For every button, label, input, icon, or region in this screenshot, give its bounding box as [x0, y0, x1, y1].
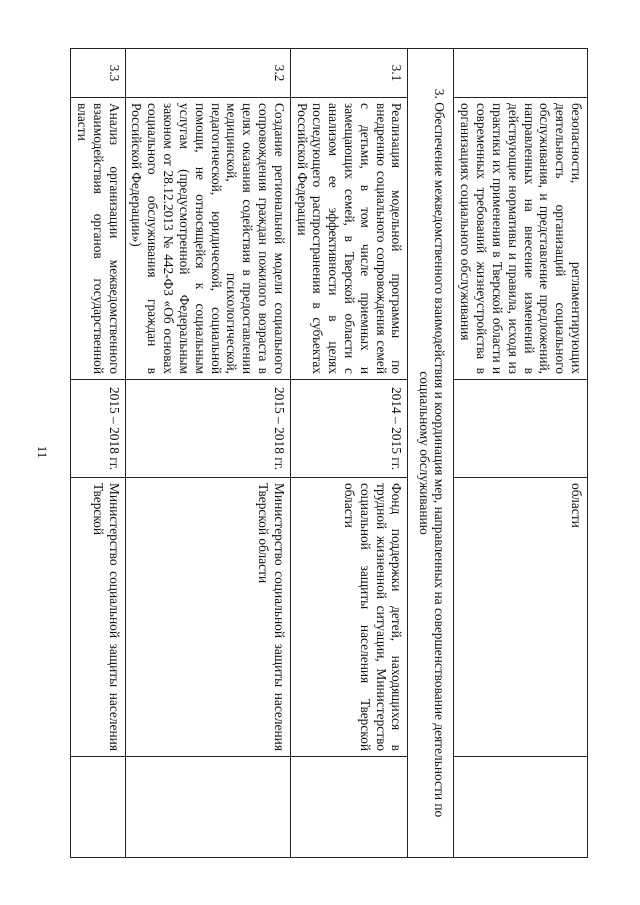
cell-number: 3.2	[125, 49, 290, 98]
measures-table	[70, 48, 588, 858]
cell-term: 2015 – 2018 гг.	[71, 380, 125, 478]
rotated-page-content	[75, 48, 588, 857]
cell-executor: Фонд поддержки детей, находящихся в трудной жизненной ситуации, Министерство социальной защиты населения Тверской области	[290, 478, 408, 757]
cell-number: 3.3	[71, 49, 125, 98]
table-row	[125, 49, 290, 858]
table-row	[71, 49, 125, 858]
cell-action: безопасности, регламентирующих деятельность организаций социального обслуживания, и представление предложений, направленных на внесение изменений в действующие нормативы и правила, исходя из практики их применения в Тверской области и современных требований жизнеустройства в организациях социального обслуживания	[454, 98, 588, 380]
cell-extra	[454, 757, 588, 858]
cell-term: 2014 – 2015 гг.	[290, 380, 408, 478]
table-row-continuation	[454, 49, 588, 858]
cell-extra	[71, 757, 125, 858]
cell-term	[454, 380, 588, 478]
cell-number	[454, 49, 588, 98]
cell-action: Анализ организации межведомственного взаимодействия органов государственной власти	[71, 98, 125, 380]
cell-extra	[125, 757, 290, 858]
cell-action: Создание региональной модели социального сопровождения граждан пожилого возраста в целях оказания содействия в предоставлении медицинской, психологической, педагогической, юридической, социальной помощи, не относящейся к социальным услугам (предусмотренной Федеральным законом от 28.12.2013 № 442-ФЗ «Об основах социального обслуживания граждан в Российской Федерации»)	[125, 98, 290, 380]
section-heading: 3. Обеспечение межведомственного взаимодействия и координация мер, направленных на совершенствование деятельности по социальному обслуживанию	[408, 49, 454, 858]
cell-term: 2015 – 2018 гг.	[125, 380, 290, 478]
section-heading-row	[408, 49, 454, 858]
page-number: 11	[35, 445, 50, 459]
cell-executor: Министерство социальной защиты населения Тверской	[71, 478, 125, 757]
table-row	[290, 49, 408, 858]
cell-executor: Министерство социальной защиты населения Тверской области	[125, 478, 290, 757]
cell-executor: области	[454, 478, 588, 757]
cell-action: Реализация модельной программы по внедрению социального сопровождения семей с детьми, в том числе приемных и замещающих семей, в Тверской области с анализом ее эффективности в целях последующего распространения в субъектах Российской Федерации	[290, 98, 408, 380]
cell-number: 3.1	[290, 49, 408, 98]
cell-extra	[290, 757, 408, 858]
